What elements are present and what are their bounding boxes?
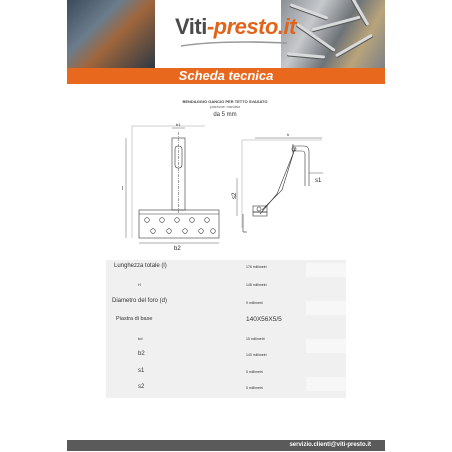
spec-row-s1: s1 5 millimetri [138,368,263,374]
brand-logo[interactable] [175,14,296,40]
spec-row-hole: Diametro del foro (d) 9 millimetri [112,298,263,305]
spec-row-plate: Piastra di base 140X56X5/5 [116,316,282,323]
page-title: Scheda tecnica [67,68,385,84]
product-subtitle: posizione: mandala [209,105,241,109]
logo-swoosh [179,40,289,48]
label-b2: b2 [174,246,181,252]
spec-row-bd: bd 15 millimetri [138,336,265,341]
label-h: h [287,132,290,137]
spec-row-s2: s2 5 millimetri [138,384,263,390]
spec-row-length: Lunghezza totale (l) 176 millimetri [114,263,267,269]
footer-bar [67,440,385,451]
product-thickness: da 5 mm [213,112,237,118]
header-banner [67,0,385,68]
tools-photo [67,0,155,68]
spec-row-b2: b2 140 millimetri [138,351,267,357]
label-b1: b1 [176,122,181,127]
spec-table [106,260,346,398]
label-l: l [122,186,124,192]
label-s1: s1 [315,178,322,184]
label-s2: s2 [232,192,238,199]
screws-photo [281,0,385,68]
contact-email-link[interactable]: servizio.clienti@viti-presto.it [289,442,371,448]
spec-row-h: H 148 millimetri [138,282,267,287]
product-title: BENDAGGIO GANCIO PER TETTO SVASATO [182,99,268,104]
logo-main-text: Viti [175,14,207,39]
logo-accent-text: -presto.it [206,14,296,39]
technical-drawing [117,118,335,258]
